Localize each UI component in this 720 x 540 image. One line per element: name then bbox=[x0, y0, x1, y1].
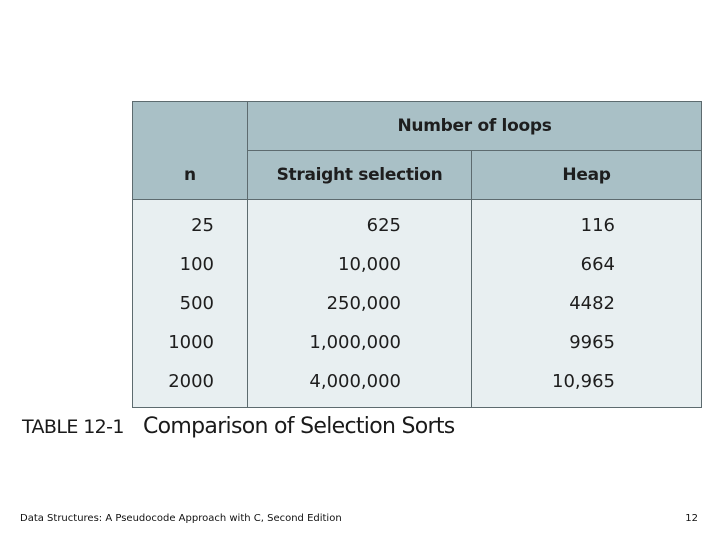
table-caption-title: Comparison of Selection Sorts bbox=[143, 414, 455, 439]
table-row bbox=[133, 284, 702, 323]
table-header-row-top bbox=[133, 102, 702, 151]
table-row bbox=[133, 362, 702, 408]
cell-heap: 9965 bbox=[472, 323, 702, 362]
cell-straight-selection: 1,000,000 bbox=[248, 323, 472, 362]
cell-n: 1000 bbox=[133, 323, 248, 362]
footer-book-title: Data Structures: A Pseudocode Approach with C, Second Edition bbox=[20, 513, 342, 524]
cell-heap: 4482 bbox=[472, 284, 702, 323]
cell-heap: 664 bbox=[472, 245, 702, 284]
cell-heap: 10,965 bbox=[472, 362, 702, 408]
cell-straight-selection: 10,000 bbox=[248, 245, 472, 284]
cell-straight-selection: 625 bbox=[248, 200, 472, 246]
header-number-of-loops: Number of loops bbox=[248, 102, 702, 151]
table-caption bbox=[22, 414, 455, 439]
comparison-table bbox=[132, 101, 702, 408]
table-caption-label: TABLE 12-1 bbox=[22, 416, 124, 438]
cell-straight-selection: 4,000,000 bbox=[248, 362, 472, 408]
header-straight-selection: Straight selection bbox=[248, 151, 472, 200]
header-heap: Heap bbox=[472, 151, 702, 200]
table-row bbox=[133, 323, 702, 362]
header-n: n bbox=[133, 102, 248, 200]
table-row bbox=[133, 200, 702, 246]
page-number: 12 bbox=[685, 513, 698, 524]
cell-n: 25 bbox=[133, 200, 248, 246]
cell-n: 2000 bbox=[133, 362, 248, 408]
cell-n: 100 bbox=[133, 245, 248, 284]
cell-n: 500 bbox=[133, 284, 248, 323]
table-row bbox=[133, 245, 702, 284]
cell-straight-selection: 250,000 bbox=[248, 284, 472, 323]
cell-heap: 116 bbox=[472, 200, 702, 246]
